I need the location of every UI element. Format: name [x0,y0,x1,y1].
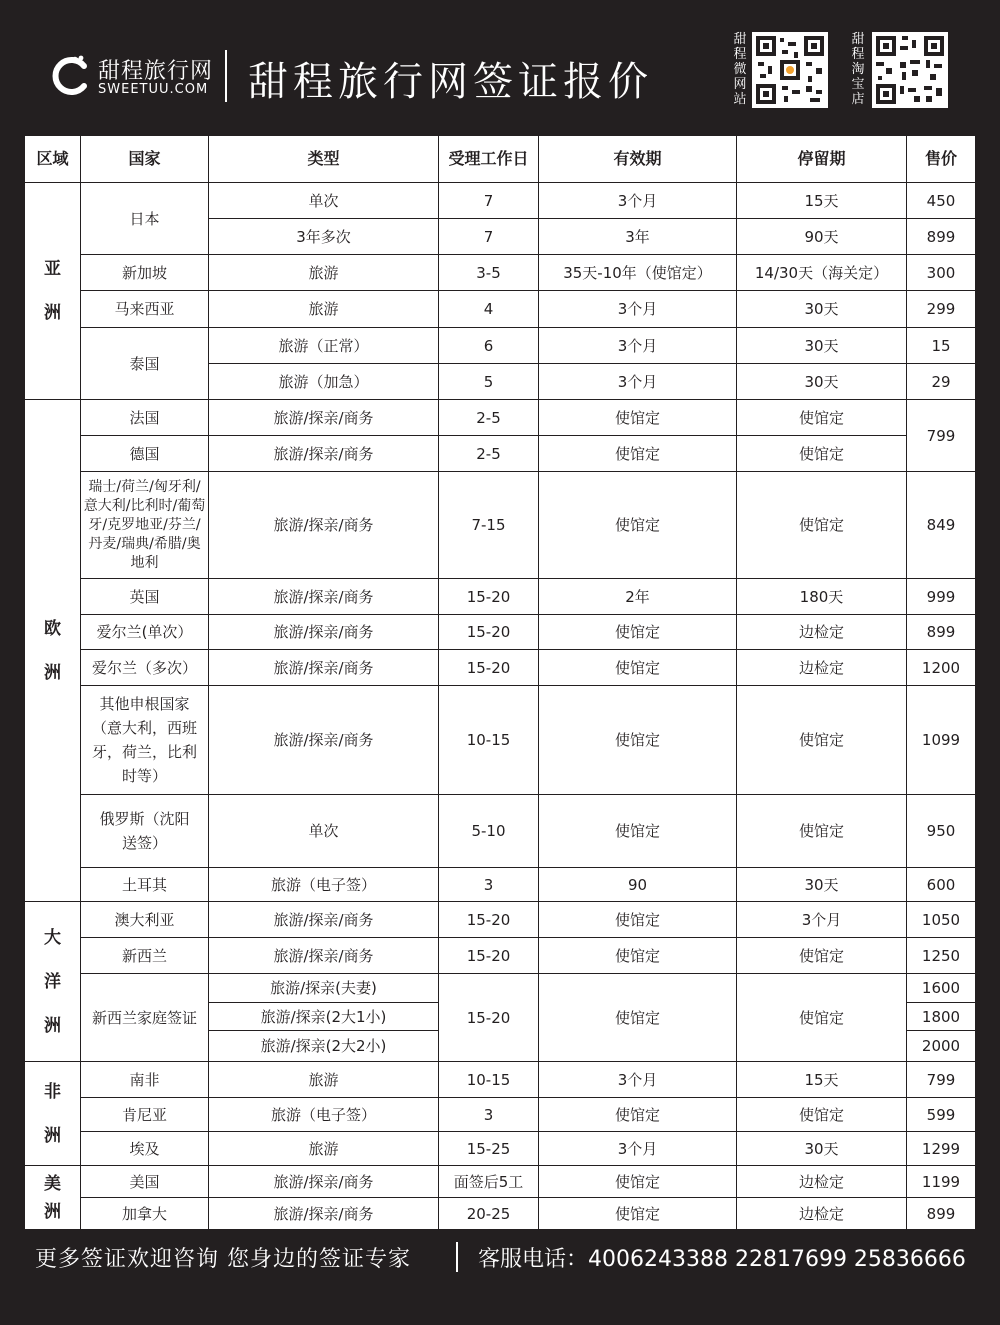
cell-type: 旅游/探亲/商务 [209,579,439,615]
cell-type: 旅游/探亲(夫妻) [209,974,439,1003]
visa-price-table [25,136,976,1230]
cell-stay: 边检定 [737,1166,907,1198]
cell-stay: 30天 [737,291,907,328]
cell-type: 旅游 [209,291,439,328]
cell-price: 899 [907,615,976,650]
footer-divider [456,1242,458,1272]
country-nz-family: 新西兰家庭签证 [81,974,209,1062]
footer-slogan: 更多签证欢迎咨询 您身边的签证专家 [35,1247,411,1272]
cell-type: 旅游/探亲(2大1小) [209,1003,439,1031]
cell-days: 2-5 [439,436,539,472]
region-africa: 非 洲 [25,1062,81,1166]
country-germany: 德国 [81,436,209,472]
cell-days: 7-15 [439,472,539,579]
cell-days: 3 [439,868,539,902]
cell-days: 10-15 [439,686,539,795]
cell-price: 899 [907,1198,976,1230]
cell-price: 1050 [907,902,976,938]
cell-type: 旅游/探亲/商务 [209,436,439,472]
cell-type: 旅游/探亲/商务 [209,472,439,579]
cell-stay: 180天 [737,579,907,615]
cell-days: 5 [439,364,539,400]
cell-price: 1099 [907,686,976,795]
cell-price: 1800 [907,1003,976,1031]
cell-price: 849 [907,472,976,579]
cell-validity: 3个月 [539,328,737,364]
cell-type: 单次 [209,795,439,868]
brand-logo[interactable] [50,52,220,102]
cell-validity: 90 [539,868,737,902]
cell-days: 15-20 [439,902,539,938]
qr-pattern-icon [752,32,828,108]
col-header-region: 区域 [25,136,81,183]
cell-stay: 使馆定 [737,938,907,974]
cell-stay: 3个月 [737,902,907,938]
country-uk: 英国 [81,579,209,615]
cell-days: 5-10 [439,795,539,868]
cell-validity: 使馆定 [539,938,737,974]
cell-validity: 使馆定 [539,686,737,795]
country-ireland-multi: 爱尔兰（多次） [81,650,209,686]
cell-type: 旅游（电子签） [209,1098,439,1132]
country-france: 法国 [81,400,209,436]
cell-price: 599 [907,1098,976,1132]
cell-type: 旅游/探亲/商务 [209,938,439,974]
cell-validity: 使馆定 [539,400,737,436]
header-divider [225,50,227,102]
cell-days: 15-25 [439,1132,539,1166]
cell-stay: 30天 [737,868,907,902]
region-oceania: 大 洋 洲 [25,902,81,1062]
cell-type: 旅游 [209,1132,439,1166]
cell-price: 1200 [907,650,976,686]
cell-stay: 30天 [737,364,907,400]
qr-code-taobao[interactable] [872,32,948,108]
cell-days: 20-25 [439,1198,539,1230]
cell-stay: 使馆定 [737,686,907,795]
country-canada: 加拿大 [81,1198,209,1230]
cell-days: 4 [439,291,539,328]
cell-type: 旅游 [209,1062,439,1098]
logo-c-icon [50,54,94,98]
cell-price: 2000 [907,1031,976,1062]
cell-validity: 2年 [539,579,737,615]
country-australia: 澳大利亚 [81,902,209,938]
logo-name-cn: 甜程旅行网 [98,59,214,84]
cell-type: 旅游/探亲/商务 [209,902,439,938]
cell-days: 面签后5工 [439,1166,539,1198]
col-header-price: 售价 [907,136,976,183]
header [0,0,1000,135]
cell-stay: 15天 [737,183,907,219]
cell-validity: 使馆定 [539,436,737,472]
cell-days: 15-20 [439,650,539,686]
cell-price: 899 [907,219,976,255]
logo-name-en: SWEETUU.COM [98,82,209,97]
cell-stay: 边检定 [737,1198,907,1230]
cell-validity: 使馆定 [539,1198,737,1230]
cell-price: 15 [907,328,976,364]
qr-label-taobao: 甜 程 淘 宝 店 [851,32,865,107]
cell-price: 600 [907,868,976,902]
cell-days: 15-20 [439,615,539,650]
cell-validity: 3个月 [539,291,737,328]
cell-price: 1600 [907,974,976,1003]
cell-days: 2-5 [439,400,539,436]
cell-stay: 14/30天（海关定） [737,255,907,291]
cell-price: 1299 [907,1132,976,1166]
cell-type: 旅游（正常） [209,328,439,364]
cell-validity: 3个月 [539,1062,737,1098]
cell-price: 299 [907,291,976,328]
cell-type: 旅游/探亲(2大2小) [209,1031,439,1062]
cell-validity: 使馆定 [539,472,737,579]
region-europe: 欧 洲 [25,400,81,902]
cell-price: 950 [907,795,976,868]
cell-price: 1250 [907,938,976,974]
cell-validity: 使馆定 [539,1166,737,1198]
col-header-days: 受理工作日 [439,136,539,183]
cell-stay: 30天 [737,328,907,364]
col-header-country: 国家 [81,136,209,183]
cell-price: 999 [907,579,976,615]
footer-hotline[interactable]: 客服电话：4006243388 22817699 25836666 [478,1247,966,1272]
cell-stay: 90天 [737,219,907,255]
cell-days: 7 [439,183,539,219]
cell-days: 15-20 [439,938,539,974]
cell-price: 300 [907,255,976,291]
country-schengen-group: 瑞士/荷兰/匈牙利/意大利/比利时/葡萄牙/克罗地亚/芬兰/丹麦/瑞典/希腊/奥地利 [81,472,209,579]
cell-validity: 使馆定 [539,974,737,1062]
country-russia: 俄罗斯（沈阳送签） [81,795,209,868]
col-header-type: 类型 [209,136,439,183]
cell-price: 799 [907,400,976,472]
cell-validity: 使馆定 [539,650,737,686]
cell-stay: 边检定 [737,615,907,650]
cell-stay: 使馆定 [737,472,907,579]
country-kenya: 肯尼亚 [81,1098,209,1132]
region-asia: 亚 洲 [25,183,81,400]
page-title: 甜程旅行网签证报价 [248,59,653,105]
country-thailand: 泰国 [81,328,209,400]
country-ireland-single: 爱尔兰(单次） [81,615,209,650]
cell-validity: 使馆定 [539,795,737,868]
cell-days: 10-15 [439,1062,539,1098]
cell-validity: 3个月 [539,1132,737,1166]
col-header-stay: 停留期 [737,136,907,183]
cell-validity: 3个月 [539,183,737,219]
cell-stay: 使馆定 [737,795,907,868]
qr-code-website[interactable] [752,32,828,108]
country-malaysia: 马来西亚 [81,291,209,328]
cell-validity: 3个月 [539,364,737,400]
cell-type: 旅游 [209,255,439,291]
cell-type: 旅游/探亲/商务 [209,1198,439,1230]
country-turkey: 土耳其 [81,868,209,902]
cell-type: 单次 [209,183,439,219]
footer [0,1232,1000,1282]
country-south-africa: 南非 [81,1062,209,1098]
cell-validity: 使馆定 [539,902,737,938]
cell-price: 29 [907,364,976,400]
cell-type: 旅游/探亲/商务 [209,400,439,436]
cell-type: 旅游（加急） [209,364,439,400]
country-egypt: 埃及 [81,1132,209,1166]
cell-validity: 3年 [539,219,737,255]
cell-stay: 边检定 [737,650,907,686]
country-other-schengen: 其他申根国家（意大利，西班牙，荷兰，比利时等） [81,686,209,795]
cell-stay: 30天 [737,1132,907,1166]
cell-type: 3年多次 [209,219,439,255]
cell-type: 旅游/探亲/商务 [209,650,439,686]
cell-stay: 使馆定 [737,1098,907,1132]
qr-pattern-icon [872,32,948,108]
cell-stay: 使馆定 [737,974,907,1062]
qr-label-website: 甜 程 微 网 站 [733,32,747,107]
country-japan: 日本 [81,183,209,255]
cell-stay: 使馆定 [737,400,907,436]
country-usa: 美国 [81,1166,209,1198]
cell-stay: 15天 [737,1062,907,1098]
cell-price: 1199 [907,1166,976,1198]
cell-type: 旅游（电子签） [209,868,439,902]
cell-days: 7 [439,219,539,255]
col-header-validity: 有效期 [539,136,737,183]
cell-type: 旅游/探亲/商务 [209,615,439,650]
cell-days: 3-5 [439,255,539,291]
cell-validity: 使馆定 [539,615,737,650]
cell-days: 6 [439,328,539,364]
cell-validity: 使馆定 [539,1098,737,1132]
cell-days: 15-20 [439,579,539,615]
cell-days: 15-20 [439,974,539,1062]
cell-price: 450 [907,183,976,219]
cell-price: 799 [907,1062,976,1098]
country-singapore: 新加坡 [81,255,209,291]
cell-days: 3 [439,1098,539,1132]
country-new-zealand: 新西兰 [81,938,209,974]
cell-type: 旅游/探亲/商务 [209,1166,439,1198]
cell-stay: 使馆定 [737,436,907,472]
cell-validity: 35天-10年（使馆定） [539,255,737,291]
region-americas: 美 洲 [25,1166,81,1230]
cell-type: 旅游/探亲/商务 [209,686,439,795]
